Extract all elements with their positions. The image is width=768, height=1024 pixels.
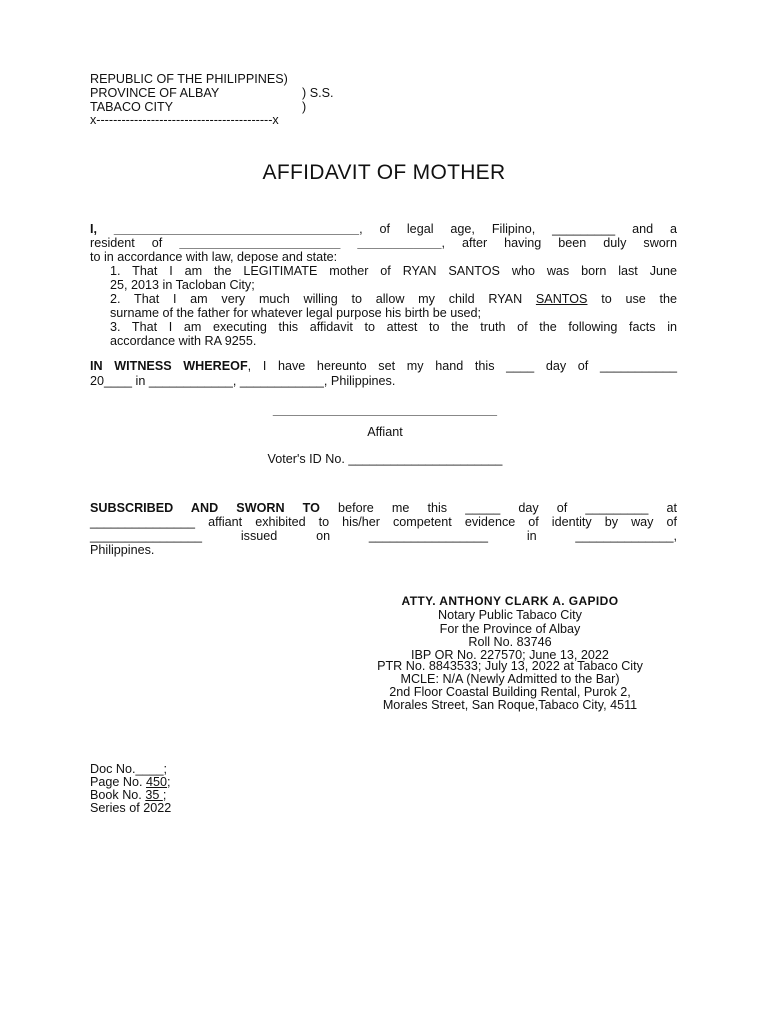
caption-divider: x------------------------------------------x	[90, 113, 279, 127]
caption-province: PROVINCE OF ALBAY	[90, 86, 220, 100]
affiant-label: Affiant	[367, 425, 403, 439]
notary-line-1: Notary Public Tabaco City	[438, 608, 582, 622]
subscribed-line-1-text: before me this _____ day of _________ at	[319, 501, 677, 515]
notary-line-2: For the Province of Albay	[439, 622, 581, 636]
book-no-end: ;	[162, 788, 167, 802]
intro-line-2-rest: , after having been duly sworn	[441, 236, 677, 250]
subscribed-line-3: ________________ issued on _________________ in ______________,	[90, 529, 677, 543]
subscribed-line-1	[90, 501, 677, 515]
subscribed-heading: SUBSCRIBED AND SWORN TO	[90, 501, 320, 515]
notary-line-5: PTR No. 8843533; July 13, 2022 at Tabaco City	[377, 659, 643, 673]
item-1-line-1: 1. That I am the LEGITIMATE mother of RYAN SANTOS who was born last June	[110, 264, 677, 278]
voter-id-line: Voter's ID No. ______________________	[267, 452, 503, 466]
intro-line-1	[90, 222, 677, 236]
notary-line-6: MCLE: N/A (Newly Admitted to the Bar)	[400, 672, 620, 686]
item-1-line-2: 25, 2013 in Tacloban City;	[110, 278, 255, 292]
page-no-value: 450	[146, 775, 168, 789]
intro-line-3: to in accordance with law, depose and state:	[90, 250, 338, 264]
item-2-surname: SANTOS	[535, 292, 588, 306]
witness-line-1-text: , I have hereunto set my hand this ____ day of ___________	[247, 359, 677, 373]
page-no-label: Page No.	[90, 775, 147, 789]
affiant-name-blank: I, ___________________________________	[90, 222, 360, 236]
residence-blank: _______________________ ____________	[179, 236, 442, 250]
witness-heading: IN WITNESS WHEREOF	[90, 359, 248, 373]
item-2-text-a: 2. That I am very much willing to allow my child RYAN	[110, 292, 536, 306]
subscribed-line-4: Philippines.	[90, 543, 155, 557]
item-2-text-b: to use the	[587, 292, 677, 306]
affiant-signature-line: ________________________________	[272, 403, 498, 417]
item-2-line-1	[110, 292, 677, 306]
book-no-label: Book No.	[90, 788, 146, 802]
page-no-end: ;	[167, 775, 171, 789]
document-title: AFFIDAVIT OF MOTHER	[262, 161, 506, 184]
series: Series of 2022	[90, 801, 172, 815]
item-3-line-1: 3. That I am executing this affidavit to attest to the truth of the following facts in	[110, 320, 677, 334]
item-2-line-2: surname of the father for whatever legal purpose his birth be used;	[110, 306, 482, 320]
notary-line-4: IBP OR No. 227570; June 13, 2022	[411, 648, 609, 662]
caption-paren: )	[302, 100, 307, 114]
notary-name: ATTY. ANTHONY CLARK A. GAPIDO	[401, 594, 619, 608]
subscribed-line-2: _______________ affiant exhibited to his/her competent evidence of identity by way of	[90, 515, 677, 529]
witness-line-2: 20____ in ____________, ____________, Philippines.	[90, 374, 396, 388]
caption-republic: REPUBLIC OF THE PHILIPPINES)	[90, 72, 288, 86]
caption-city: TABACO CITY	[90, 100, 174, 114]
caption-ss: ) S.S.	[302, 86, 334, 100]
notary-line-3: Roll No. 83746	[468, 635, 552, 649]
doc-no: Doc No.____;	[90, 762, 168, 776]
intro-line-1-text: , of legal age, Filipino, _________ and a	[359, 222, 678, 236]
intro-line-2	[90, 236, 677, 250]
notary-line-7: 2nd Floor Coastal Building Rental, Purok 2,	[389, 685, 631, 699]
witness-line-1	[90, 359, 677, 373]
book-no	[90, 788, 166, 802]
intro-line-2-start: resident of	[90, 236, 180, 250]
item-3-line-2: accordance with RA 9255.	[110, 334, 257, 348]
notary-line-8: Morales Street, San Roque,Tabaco City, 4511	[382, 698, 638, 712]
page-no	[90, 775, 171, 789]
book-no-value: 35	[145, 788, 163, 802]
